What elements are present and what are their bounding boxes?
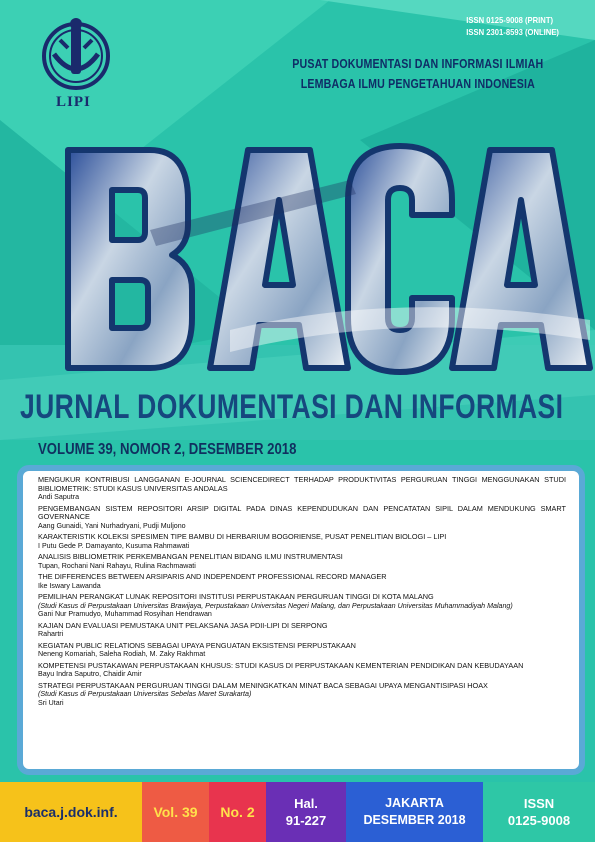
toc-entry-title: ANALISIS BIBLIOMETRIK PERKEMBANGAN PENELITIAN BIDANG ILMU INSTRUMENTASI: [38, 552, 343, 562]
toc-entry-subtitle: (Studi Kasus di Perpustakaan Universitas Brawijaya, Perpustakaan Universitas Negeri Malang, dan Perpustakaan Universitas Muhammadiyah Malang): [38, 601, 513, 610]
footer-site-label: baca.j.dok.inf.: [24, 803, 118, 820]
toc-entry-authors: Sri Utari: [38, 698, 64, 707]
footer-issn-number: 0125-9008: [507, 813, 571, 828]
toc-entry-authors: Ike Iswary Lawanda: [38, 581, 101, 590]
toc-entry-authors: I Putu Gede P. Damayanto, Kusuma Rahmawati: [38, 541, 190, 550]
issn-online: ISSN 2301-8593 (ONLINE): [466, 27, 559, 37]
footer-date: DESEMBER 2018: [363, 813, 466, 827]
publisher-block: [292, 54, 543, 94]
toc-entry-authors: Rahartri: [38, 630, 64, 639]
toc-entry-title: KARAKTERISTIK KOLEKSI SPESIMEN TIPE BAMBU DI HERBARIUM BOGORIENSE, PUSAT PENELITIAN BIOLOGI – LIPI: [38, 532, 447, 542]
toc-entry[interactable]: [38, 553, 566, 570]
toc-entry[interactable]: [38, 593, 566, 618]
toc-entry-subtitle: (Studi Kasus di Perpustakaan Universitas Sebelas Maret Surakarta): [38, 690, 252, 699]
toc-entry-authors: Tupan, Rochani Nani Rahayu, Rulina Rachmawati: [38, 561, 196, 570]
letter-b: [68, 150, 192, 368]
toc-entry[interactable]: [38, 642, 566, 659]
letter-c: [348, 146, 452, 372]
footer-number-label: No. 2: [220, 803, 255, 820]
footer-volume-label: Vol. 39: [153, 803, 198, 820]
footer-city: JAKARTA: [385, 796, 444, 810]
toc-entry[interactable]: [38, 533, 566, 550]
footer-site[interactable]: [0, 782, 142, 842]
publisher-line2: LEMBAGA ILMU PENGETAHUAN INDONESIA: [300, 77, 535, 91]
footer-bar: [0, 782, 595, 842]
footer-number: [209, 782, 266, 842]
toc-entry[interactable]: [38, 682, 566, 707]
issn-block: [466, 14, 559, 38]
toc-entry-title: THE DIFFERENCES BETWEEN ARSIPARIS AND INDEPENDENT PROFESSIONAL RECORD MANAGER: [38, 572, 387, 582]
toc-entry[interactable]: [38, 662, 566, 679]
footer-pages: [266, 782, 346, 842]
masthead-text: [0, 0, 1, 1]
footer-pages-range: 91-227: [285, 813, 327, 828]
table-of-contents: [38, 476, 566, 710]
publisher-line1: PUSAT DOKUMENTASI DAN INFORMASI ILMIAH: [291, 57, 543, 71]
toc-entry-title: PEMILIHAN PERANGKAT LUNAK REPOSITORI INSTITUSI PERPUSTAKAAN PERGURUAN TINGGI DI KOTA MALANG: [38, 592, 434, 602]
toc-entry-title: KOMPETENSI PUSTAKAWAN PERPUSTAKAAN KHUSUS: STUDI KASUS DI PERPUSTAKAAN KEMENTERIAN PENDIDIKAN DAN KEBUDAYAAN: [38, 660, 524, 670]
footer-volume: [142, 782, 209, 842]
toc-entry-authors: Bayu Indra Saputro, Chaidir Amir: [38, 670, 142, 679]
footer-city-date: [346, 782, 483, 842]
toc-entry-title: MENGUKUR KONTRIBUSI LANGGANAN E-JOURNAL SCIENCEDIRECT TERHADAP PRODUKTIVITAS PERGURUAN TINGGI MENGGUNAKAN STUDI BIBLIOMETRIK: STUDI KASUS UNIVERSITAS ANDALAS: [38, 475, 566, 493]
toc-entry[interactable]: [38, 622, 566, 639]
toc-entry-authors: Neneng Komariah, Saleha Rodiah, M. Zaky Rakhmat: [38, 650, 206, 659]
toc-entry-authors: Aang Gunaidi, Yani Nurhadryani, Pudji Muljono: [38, 521, 186, 530]
toc-entry[interactable]: [38, 573, 566, 590]
toc-entry-authors: Andi Saputra: [38, 493, 80, 502]
footer-pages-label: Hal.: [294, 796, 318, 811]
journal-title: JURNAL DOKUMENTASI DAN INFORMASI: [20, 388, 564, 426]
logo-label: LIPI: [56, 94, 91, 110]
toc-entry-title: KAJIAN DAN EVALUASI PEMUSTAKA UNIT PELAKSANA JASA PDII-LIPI DI SERPONG: [38, 620, 328, 630]
toc-entry[interactable]: [38, 476, 566, 502]
toc-entry[interactable]: [38, 505, 566, 531]
footer-issn-label: ISSN: [523, 796, 555, 811]
footer-issn: [483, 782, 595, 842]
toc-entry-authors: Gani Nur Pramudyo, Muhammad Rosyihan Hendrawan: [38, 610, 212, 619]
issn-print: ISSN 0125-9008 (PRINT): [466, 15, 554, 25]
toc-entry-title: KEGIATAN PUBLIC RELATIONS SEBAGAI UPAYA PENGUATAN EKSISTENSI PERPUSTAKAAN: [38, 640, 356, 650]
toc-entry-title: STRATEGI PERPUSTAKAAN PERGURUAN TINGGI DALAM MENINGKATKAN MINAT BACA SEBAGAI UPAYA MENGANTISIPASI HOAX: [38, 680, 488, 690]
volume-line: VOLUME 39, NOMOR 2, DESEMBER 2018: [38, 441, 297, 458]
toc-entry-title: PENGEMBANGAN SISTEM REPOSITORI ARSIP DIGITAL PADA DINAS KEPENDUDUKAN DAN PENCATATAN SIPIL DALAM MENDUKUNG SMART GOVERNANCE: [38, 503, 566, 522]
